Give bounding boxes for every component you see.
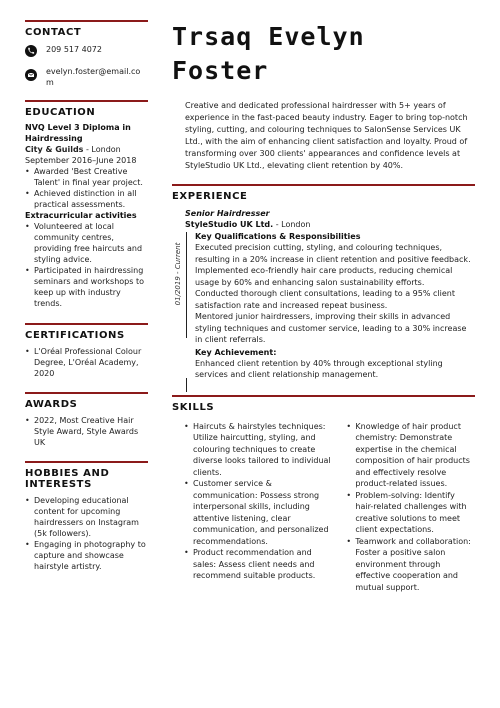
achievement-text: Enhanced client retention by 40% through exceptional styling services and client relationship management. [195,358,443,379]
experience-divider [172,184,475,186]
experience-dates-text: 01/2019 - Current [174,242,182,306]
skill-item: • Customer service & communication: Possess strong interpersonal skills, including attentive listening, clear communication, and personalized recommendations. [184,478,332,547]
job-title: Senior Hairdresser [185,209,270,218]
list-item: • 2022, Most Creative Hair Style Award, Style Awards UK [25,415,148,448]
company-location: - London [273,220,311,229]
experience-dates [172,242,184,306]
experience-item: Executed precision cutting, styling, and colouring techniques, resulting in a 20% increase in client retention and positive feedback. [195,243,471,264]
awards-divider [25,392,148,394]
email-icon [25,69,37,81]
certifications-list [25,346,148,379]
hobbies-divider [25,461,148,463]
achievement-heading: Key Achievement: [195,347,277,357]
experience-item: Implemented eco-friendly hair care products, reducing chemical usage by 60% and enhancing salon sustainability efforts. [195,266,453,287]
page-title: Trsaq Evelyn Foster [172,22,365,85]
list-item: • Volunteered at local community centres, providing free haircuts and styling advice. [25,221,148,265]
summary: Creative and dedicated professional hairdresser with 5+ years of experience in the fast-paced beauty industry. Eager to bring top-notch styling, cutting, and colouring techniques to SalonSense Services UK Ltd., with the aim of enhancing client satisfaction and loyalty. Proud of transforming over 300 clients' appearances and confidence levels at StyleStudio UK Ltd., elevating client retention by 40%. [185,101,468,170]
contact-divider [25,20,148,22]
skill-item: • Knowledge of hair product chemistry: Demonstrate expertise in the chemical composition of hair products and effectively resolve product-related issues. [346,421,475,490]
education-list [25,166,148,210]
experience-entry [172,208,475,381]
sidebar [25,20,148,572]
awards-list [25,415,148,448]
list-item: • Achieved distinction in all practical assessments. [25,188,148,210]
list-item: • Participated in hairdressing seminars and workshops to keep up with industry trends. [25,265,148,309]
timeline-line-achievement [186,378,187,392]
education-dates: September 2016–June 2018 [25,156,137,165]
phone-row [25,44,148,57]
school-line [25,144,148,155]
company-line [185,219,475,230]
skills-column-1 [184,421,332,594]
main-content [172,20,475,593]
email-text[interactable]: evelyn.foster@email.com [46,67,141,87]
hobbies-heading: HOBBIES AND INTERESTS [25,468,110,490]
experience-body [185,208,475,381]
skill-item: • Teamwork and collaboration: Foster a positive salon environment through effective cooperation and mutual support. [346,536,475,594]
skill-item: • Haircuts & hairstyles techniques: Utilize haircutting, styling, and colouring techniques to create diverse looks tailored to individual clients. [184,421,332,479]
certifications-divider [25,323,148,325]
experience-item: Mentored junior hairdressers, improving their skills in advanced styling techniques and customer service, leading to a 30% increase in client referrals. [195,312,467,344]
timeline-line [186,232,187,338]
phone-icon [25,45,37,57]
list-item: • Developing educational content for upcoming hairdressers on Instagram (5k followers). [25,495,148,539]
education-heading: EDUCATION [25,107,96,118]
skills-columns [184,421,475,594]
extracurricular-heading: Extracurricular activities [25,211,137,220]
school-name: City & Guilds [25,145,84,154]
email-row [25,66,148,88]
phone-text[interactable]: 209 517 4072 [46,45,102,54]
skills-divider [172,395,475,397]
contact-heading: CONTACT [25,27,82,38]
school-location: - London [83,145,121,154]
skills-column-2 [346,421,475,594]
certifications-heading: CERTIFICATIONS [25,330,125,341]
experience-details [195,231,475,381]
awards-heading: AWARDS [25,399,78,410]
company-name: StyleStudio UK Ltd. [185,220,274,229]
skills-heading: SKILLS [172,401,215,413]
qualifications-heading: Key Qualifications & Responsibilities [195,232,361,241]
skill-item: • Problem-solving: Identify hair-related challenges with creative solutions to meet client expectations. [346,490,475,536]
degree: NVQ Level 3 Diploma in Hairdressing [25,123,131,143]
education-divider [25,100,148,102]
extracurricular-list [25,221,148,309]
list-item: • Engaging in photography to capture and showcase hairstyle artistry. [25,539,148,572]
experience-item: Conducted thorough client consultations, leading to a 95% client satisfaction rate and increased repeat business. [195,289,455,310]
hobbies-list [25,495,148,572]
list-item: • L'Oréal Professional Colour Degree, L'Oréal Academy, 2020 [25,346,148,379]
experience-heading: EXPERIENCE [172,191,248,202]
list-item: • Awarded 'Best Creative Talent' in final year project. [25,166,148,188]
skill-item: • Product recommendation and sales: Assess client needs and recommend suitable products. [184,547,332,582]
